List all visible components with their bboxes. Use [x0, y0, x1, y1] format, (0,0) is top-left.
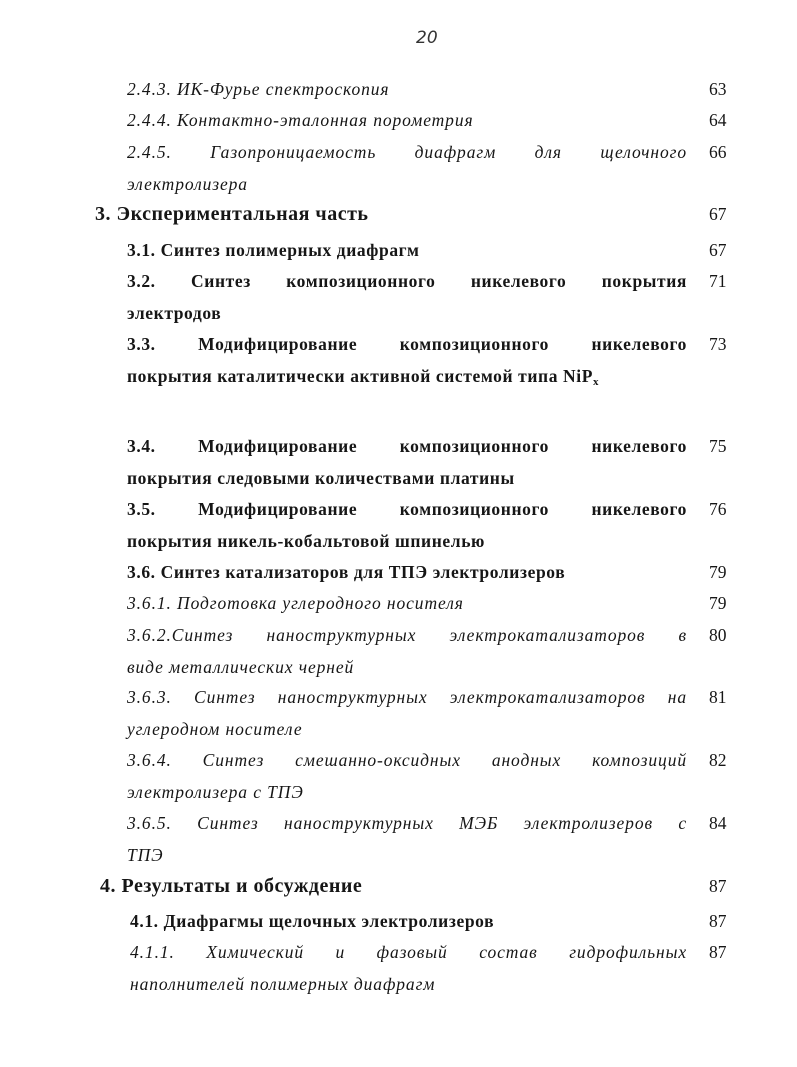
toc-entry-page: 64: [709, 110, 727, 130]
toc-entry-page: 82: [709, 750, 727, 770]
toc-entry-page: 71: [709, 271, 727, 291]
toc-entry-title-line: 3.6.5. Синтез наноструктурных МЭБ электролизеров с: [127, 813, 687, 833]
toc-entry-page: 80: [709, 625, 727, 645]
toc-entry-page: 73: [709, 334, 727, 354]
toc-entry-title-line: 4.1.1. Химический и фазовый состав гидрофильных: [130, 942, 687, 962]
toc-entry-title-continuation: электролизера: [127, 173, 248, 194]
toc-entry-title: [127, 431, 687, 494]
toc-entry-title-line: 3.4. Модифицирование композиционного никелевого: [127, 436, 687, 456]
toc-entry-title-line: 3.6.3. Синтез наноструктурных электрокатализаторов на: [127, 687, 687, 707]
toc-entry-page: 67: [709, 204, 727, 224]
page-number: 20: [416, 28, 438, 48]
toc-entry-page: 84: [709, 813, 727, 833]
toc-entry-page: 66: [709, 142, 727, 162]
toc-entry-title: [127, 137, 687, 200]
toc-chapter-title: 4. Результаты и обсуждение: [100, 875, 363, 897]
toc-entry-page: 79: [709, 562, 727, 582]
toc-entry-title: [127, 682, 687, 745]
toc-entry-title: [130, 937, 687, 1000]
toc-entry-title-line: 3.6.4. Синтез смешанно-оксидных анодных композиций: [127, 750, 687, 770]
toc-entry-title: 3.1. Синтез полимерных диафрагм: [127, 240, 420, 260]
toc-entry-title: 2.4.4. Контактно-эталонная порометрия: [127, 110, 474, 130]
toc-entry-page: 87: [709, 942, 727, 962]
toc-entry-title-line: 3.3. Модифицирование композиционного никелевого: [127, 334, 687, 354]
toc-entry-page: 87: [709, 911, 727, 931]
toc-entry-title-continuation: наполнителей полимерных диафрагм: [130, 973, 436, 994]
toc-entry-title: [127, 808, 687, 871]
toc-entry-title-line: 3.2. Синтез композиционного никелевого покрытия: [127, 271, 687, 291]
toc-entry-title-continuation: электролизера с ТПЭ: [127, 781, 304, 802]
toc-entry-title: 3.6. Синтез катализаторов для ТПЭ электролизеров: [127, 562, 566, 582]
toc-entry-title-continuation: покрытия следовыми количествами платины: [127, 467, 515, 488]
toc-entry-page: 76: [709, 499, 727, 519]
toc-entry-title-continuation: виде металлических черней: [127, 656, 355, 677]
toc-entry-title: [127, 329, 687, 392]
toc-entry-title-continuation: электродов: [127, 302, 222, 323]
toc-entry-title: [127, 266, 687, 329]
toc-entry-title-continuation: углеродном носителе: [127, 718, 303, 739]
toc-entry-title: [127, 620, 687, 683]
toc-entry-title-line: 3.5. Модифицирование композиционного никелевого: [127, 499, 687, 519]
toc-entry-page: 75: [709, 436, 727, 456]
toc-entry-title: 4.1. Диафрагмы щелочных электролизеров: [130, 911, 495, 931]
toc-entry-title-continuation: ТПЭ: [127, 844, 164, 865]
toc-entry-page: 67: [709, 240, 727, 260]
toc-chapter-title: 3. Экспериментальная часть: [95, 203, 369, 225]
toc-entry-page: 87: [709, 876, 727, 896]
toc-entry-page: 79: [709, 593, 727, 613]
toc-entry-title: 2.4.3. ИК-Фурье спектроскопия: [127, 79, 390, 99]
toc-entry-title: [127, 745, 687, 808]
toc-entry-title-line: 2.4.5. Газопроницаемость диафрагм для щелочного: [127, 142, 687, 162]
toc-entry-page: 81: [709, 687, 727, 707]
toc-entry-title-text: покрытия каталитически активной системой типа NiP: [127, 365, 594, 386]
toc-entry-title-continuation: покрытия никель-кобальтовой шпинелью: [127, 530, 486, 551]
toc-entry-title: 3.6.1. Подготовка углеродного носителя: [127, 593, 464, 613]
subscript-x: x: [593, 375, 600, 388]
toc-entry-page: 63: [709, 79, 727, 99]
toc-entry-title-line: 3.6.2.Синтез наноструктурных электрокатализаторов в: [127, 625, 687, 645]
toc-entry-title-continuation: [127, 361, 687, 393]
toc-entry-title: [127, 494, 687, 557]
